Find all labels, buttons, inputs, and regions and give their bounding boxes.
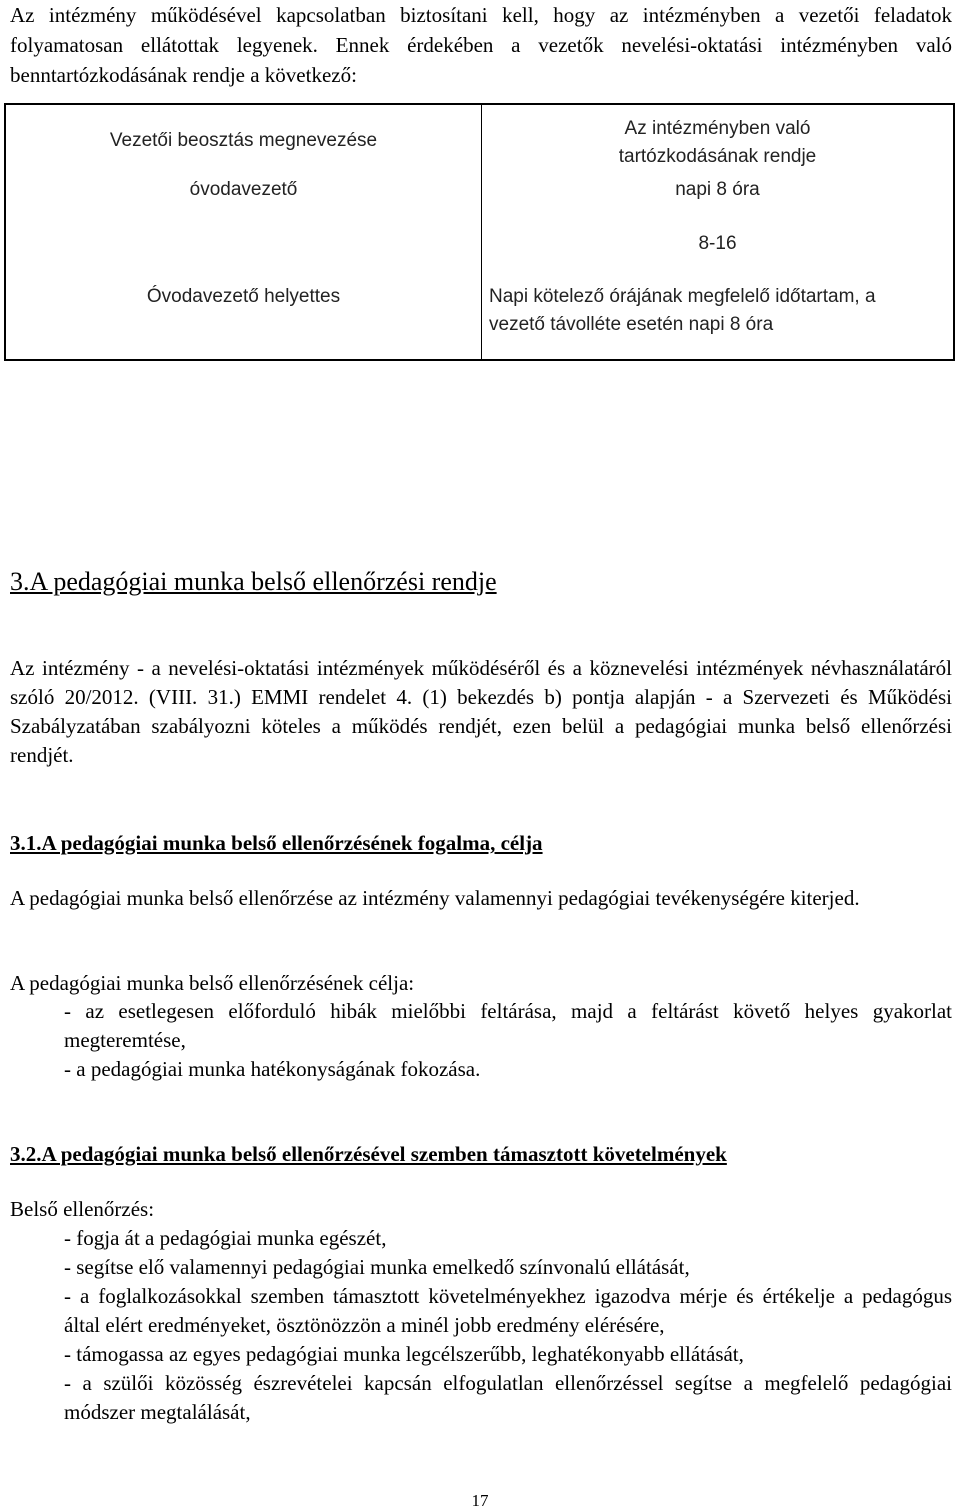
leader-presence-table <box>4 103 955 361</box>
table-row2-right-line1: Napi kötelező órájának megfelelő időtartam, a <box>489 286 876 307</box>
section-3-2-heading: 3.2.A pedagógiai munka belső ellenőrzésével szemben támasztott követelmények <box>10 1142 727 1166</box>
section-3-2-intro-text: Belső ellenőrzés: <box>10 1197 155 1221</box>
goal-intro-text: A pedagógiai munka belső ellenőrzésének célja: <box>10 971 415 995</box>
table-header-right-line1: Az intézményben való <box>624 118 811 139</box>
table-header-right-line2: tartózkodásának rendje <box>618 146 817 167</box>
table-row1-left: óvodavezető <box>189 179 298 200</box>
section-3-text: Az intézmény - a nevelési-oktatási intézmények működéséről és a köznevelési intézmények névhasználatáról szóló 20/2012. (VIII. 31.) EMMI rendelet 4. (1) bekezdés b) pontja alapján - a Szervezeti és Működési Szabályzatában szabályozni köteles a működés rendjét, ezen belül a pedagógiai munka belső ellenőrzési rendjét. <box>10 656 952 767</box>
goal-list <box>64 997 952 1084</box>
section-3-paragraph <box>10 654 952 770</box>
section-3-1-heading: 3.1.A pedagógiai munka belső ellenőrzésének fogalma, célja <box>10 831 543 855</box>
table-row1-right-hours: napi 8 óra <box>675 179 760 200</box>
list-item: - fogja át a pedagógiai munka egészét, <box>64 1226 387 1250</box>
list-item: - támogassa az egyes pedagógiai munka legcélszerűbb, leghatékonyabb ellátását, <box>64 1342 744 1366</box>
requirements-list <box>64 1224 952 1427</box>
intro-paragraph <box>10 0 952 90</box>
section-3-heading: 3.A pedagógiai munka belső ellenőrzési rendje <box>10 567 497 596</box>
section-3-1-paragraph <box>10 884 952 913</box>
table-header-left: Vezetői beosztás megnevezése <box>109 130 378 151</box>
list-item: - a foglalkozásokkal szemben támasztott követelményekhez igazodva mérje és értékelje a pedagógus által elért eredményeket, ösztönözzön a minél jobb eredmény elérésére, <box>64 1284 952 1337</box>
intro-text: Az intézmény működésével kapcsolatban biztosítani kell, hogy az intézményben a vezetői feladatok folyamatosan ellátottak legyenek. Ennek érdekében a vezetők nevelési-oktatási intézményben való benntartózkodásának rendje a következő: <box>10 3 952 87</box>
section-3-1-goal-intro <box>10 969 952 998</box>
table-row2-right-line2: vezető távolléte esetén napi 8 óra <box>489 314 774 335</box>
table-row2-left: Óvodavezető helyettes <box>146 286 341 307</box>
list-item: - segítse elő valamennyi pedagógiai munka emelkedő színvonalú ellátását, <box>64 1255 690 1279</box>
list-item: - az esetlegesen előforduló hibák mielőbbi feltárása, majd a feltárást követő helyes gyakorlat megteremtése, <box>64 999 952 1052</box>
page-number: 17 <box>471 1491 489 1510</box>
section-3-1-text: A pedagógiai munka belső ellenőrzése az intézmény valamennyi pedagógiai tevékenységére kiterjed. <box>10 886 860 910</box>
list-item: - a szülői közösség észrevételei kapcsán elfogulatlan ellenőrzéssel segítse a megfelelő pedagógiai módszer megtalálását, <box>64 1371 952 1424</box>
table-row1-right-timespan: 8-16 <box>698 233 737 254</box>
list-item: - a pedagógiai munka hatékonyságának fokozása. <box>64 1057 481 1081</box>
section-3-2-intro <box>10 1195 952 1224</box>
